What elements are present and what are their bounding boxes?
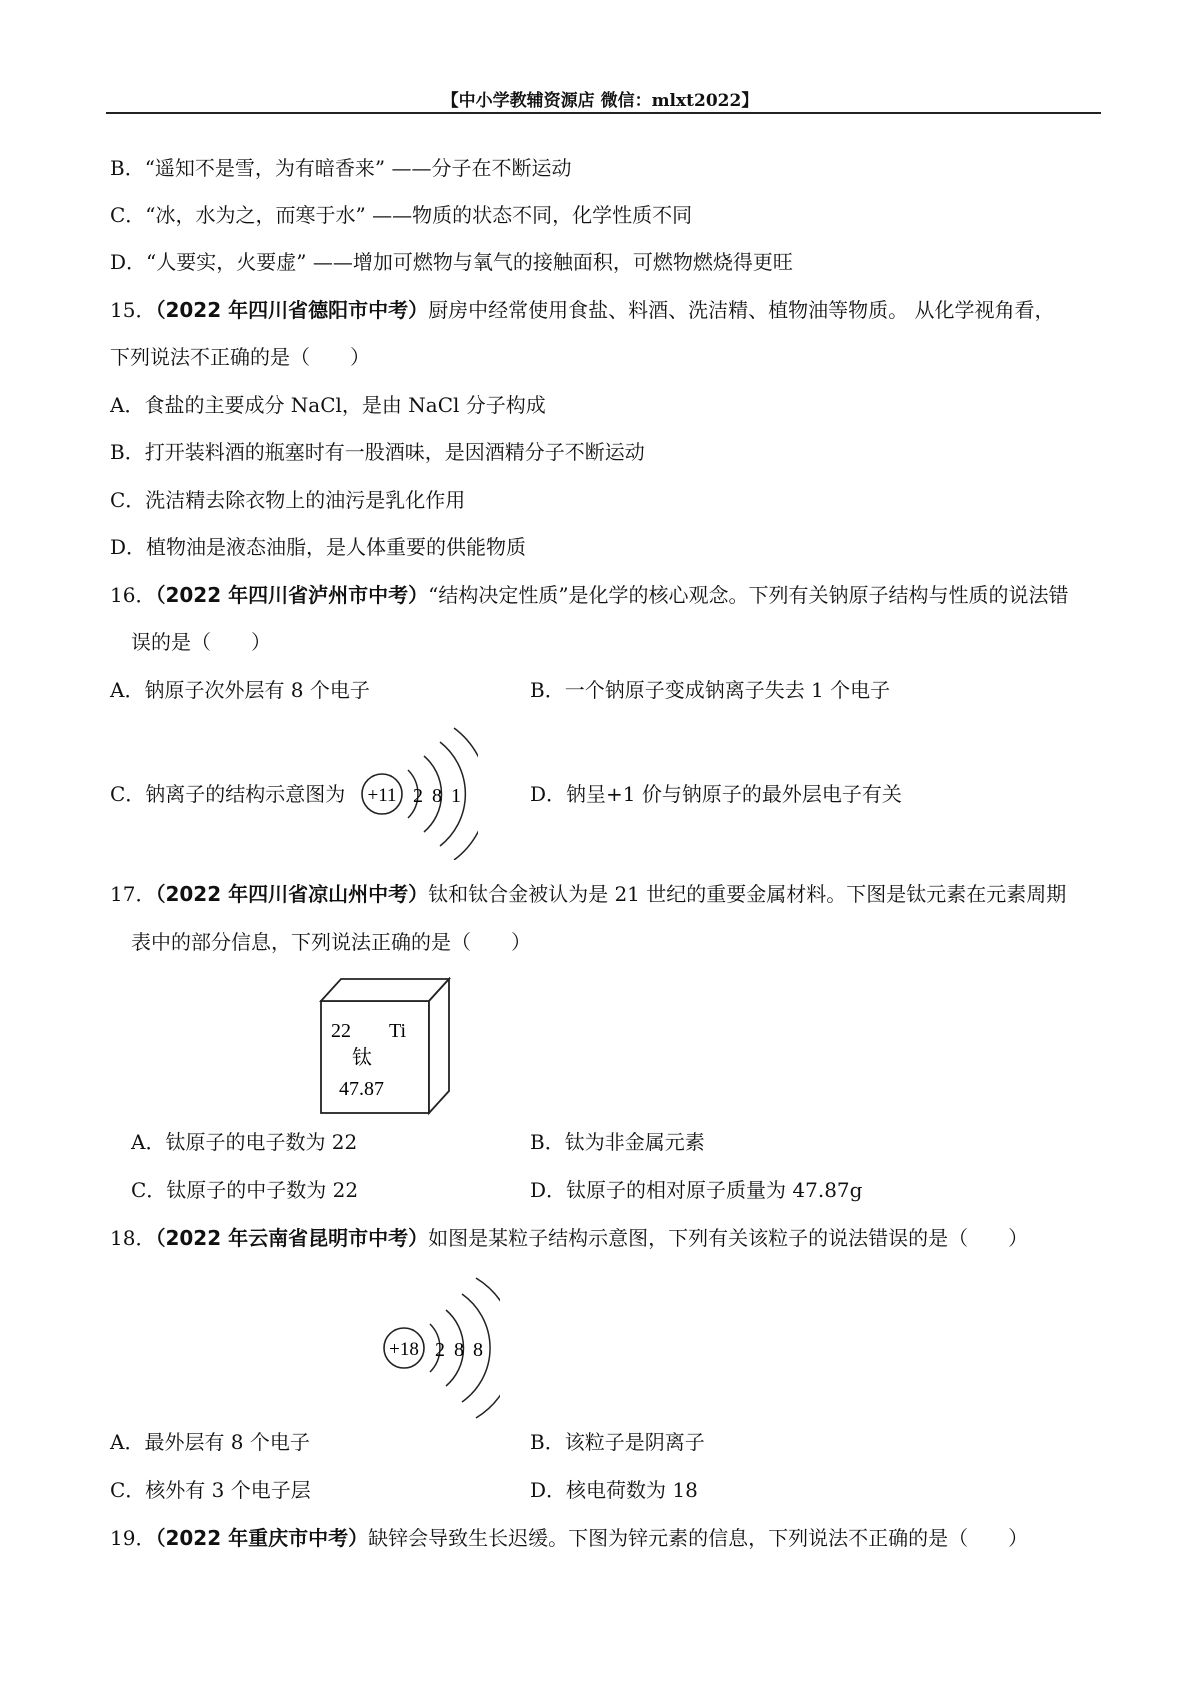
q18-option-b: B．该粒子是阴离子 — [530, 1430, 705, 1454]
titanium-element-cell — [315, 975, 460, 1120]
question-text: 缺锌会导致生长迟缓。下图为锌元素的信息，下列说法不正确的是（ ） — [368, 1526, 1029, 1550]
question-number: 17． — [110, 882, 156, 906]
question-source: （2022 年四川省凉山州中考） — [155, 882, 429, 906]
nucleus-charge: +11 — [367, 785, 397, 806]
question-text: 厨房中经常使用食盐、料酒、洗洁精、植物油等物质。 从化学视角看， — [428, 298, 1055, 322]
question-text: 如图是某粒子结构示意图，下列有关该粒子的说法错误的是（ ） — [428, 1226, 1029, 1250]
element-symbol: Ti — [389, 1020, 407, 1042]
q16-option-d: D．钠呈+1 价与钠原子的最外层电子有关 — [530, 782, 902, 806]
element-name: 钛 — [352, 1047, 372, 1069]
q18-option-a: A．最外层有 8 个电子 — [110, 1430, 310, 1454]
q17-option-d: D．钛原子的相对原子质量为 47.87g — [530, 1178, 863, 1202]
q14-option-b: B．“遥知不是雪，为有暗香来” ——分子在不断运动 — [110, 156, 572, 180]
q14-option-c: C．“冰，水为之，而寒于水” ——物质的状态不同，化学性质不同 — [110, 203, 693, 227]
question-source: （2022 年四川省德阳市中考） — [155, 298, 429, 322]
q18-stem-line1 — [110, 1224, 1028, 1252]
q19-stem-line1 — [110, 1524, 1028, 1552]
q15-option-b: B．打开装料酒的瓶塞时有一股酒味，是因酒精分子不断运动 — [110, 440, 645, 464]
q16-option-c: C．钠离子的结构示意图为 — [110, 782, 346, 806]
q15-stem-line2: 下列说法不正确的是（ ） — [110, 345, 370, 369]
question-text: 钛和钛合金被认为是 21 世纪的重要金属材料。下图是钛元素在元素周期 — [428, 882, 1067, 906]
q15-option-c: C．洗洁精去除衣物上的油污是乳化作用 — [110, 488, 466, 512]
q15-stem-line1 — [110, 296, 1054, 324]
q18-option-d: D．核电荷数为 18 — [530, 1478, 698, 1502]
question-text: “结构决定性质”是化学的核心观念。下列有关钠原子结构与性质的说法错 — [428, 583, 1069, 607]
question-source: （2022 年四川省泸州市中考） — [155, 583, 429, 607]
particle-structure-diagram — [380, 1272, 500, 1422]
question-source: （2022 年重庆市中考） — [155, 1526, 369, 1550]
shell-electron-count: 8 — [454, 1339, 464, 1361]
q16-option-b: B．一个钠原子变成钠离子失去 1 个电子 — [530, 678, 891, 702]
shell-electron-count: 2 — [413, 785, 423, 807]
q17-option-a: A．钛原子的电子数为 22 — [131, 1130, 358, 1154]
q17-stem-line2: 表中的部分信息，下列说法正确的是（ ） — [131, 930, 531, 954]
q17-stem-line1 — [110, 880, 1066, 908]
q16-option-a: A．钠原子次外层有 8 个电子 — [110, 678, 370, 702]
q15-option-d: D．植物油是液态油脂，是人体重要的供能物质 — [110, 535, 527, 559]
q17-option-b: B．钛为非金属元素 — [530, 1130, 705, 1154]
question-number: 15． — [110, 298, 156, 322]
q14-option-d: D．“人要实，火要虚” ——增加可燃物与氧气的接触面积，可燃物燃烧得更旺 — [110, 250, 793, 274]
question-number: 16． — [110, 583, 156, 607]
q15-option-a: A．食盐的主要成分 NaCl，是由 NaCl 分子构成 — [110, 393, 546, 417]
shell-electron-count: 2 — [435, 1339, 445, 1361]
question-source: （2022 年云南省昆明市中考） — [155, 1226, 429, 1250]
q17-option-c: C．钛原子的中子数为 22 — [131, 1178, 359, 1202]
shell-electron-count: 8 — [473, 1339, 483, 1361]
question-number: 18． — [110, 1226, 156, 1250]
question-number: 19． — [110, 1526, 156, 1550]
q18-option-c: C．核外有 3 个电子层 — [110, 1478, 311, 1502]
atomic-mass: 47.87 — [339, 1078, 384, 1100]
shell-electron-count: 1 — [451, 785, 461, 807]
atomic-number: 22 — [331, 1020, 351, 1042]
q16-stem-line1 — [110, 581, 1069, 609]
page-header: 【中小学教辅资源店 微信：mlxt2022】 — [441, 91, 759, 111]
q16-stem-line2: 误的是（ ） — [131, 630, 271, 654]
shell-electron-count: 8 — [432, 785, 442, 807]
header-rule — [106, 112, 1101, 114]
nucleus-charge: +18 — [389, 1339, 419, 1360]
sodium-ion-structure-diagram — [358, 720, 478, 860]
